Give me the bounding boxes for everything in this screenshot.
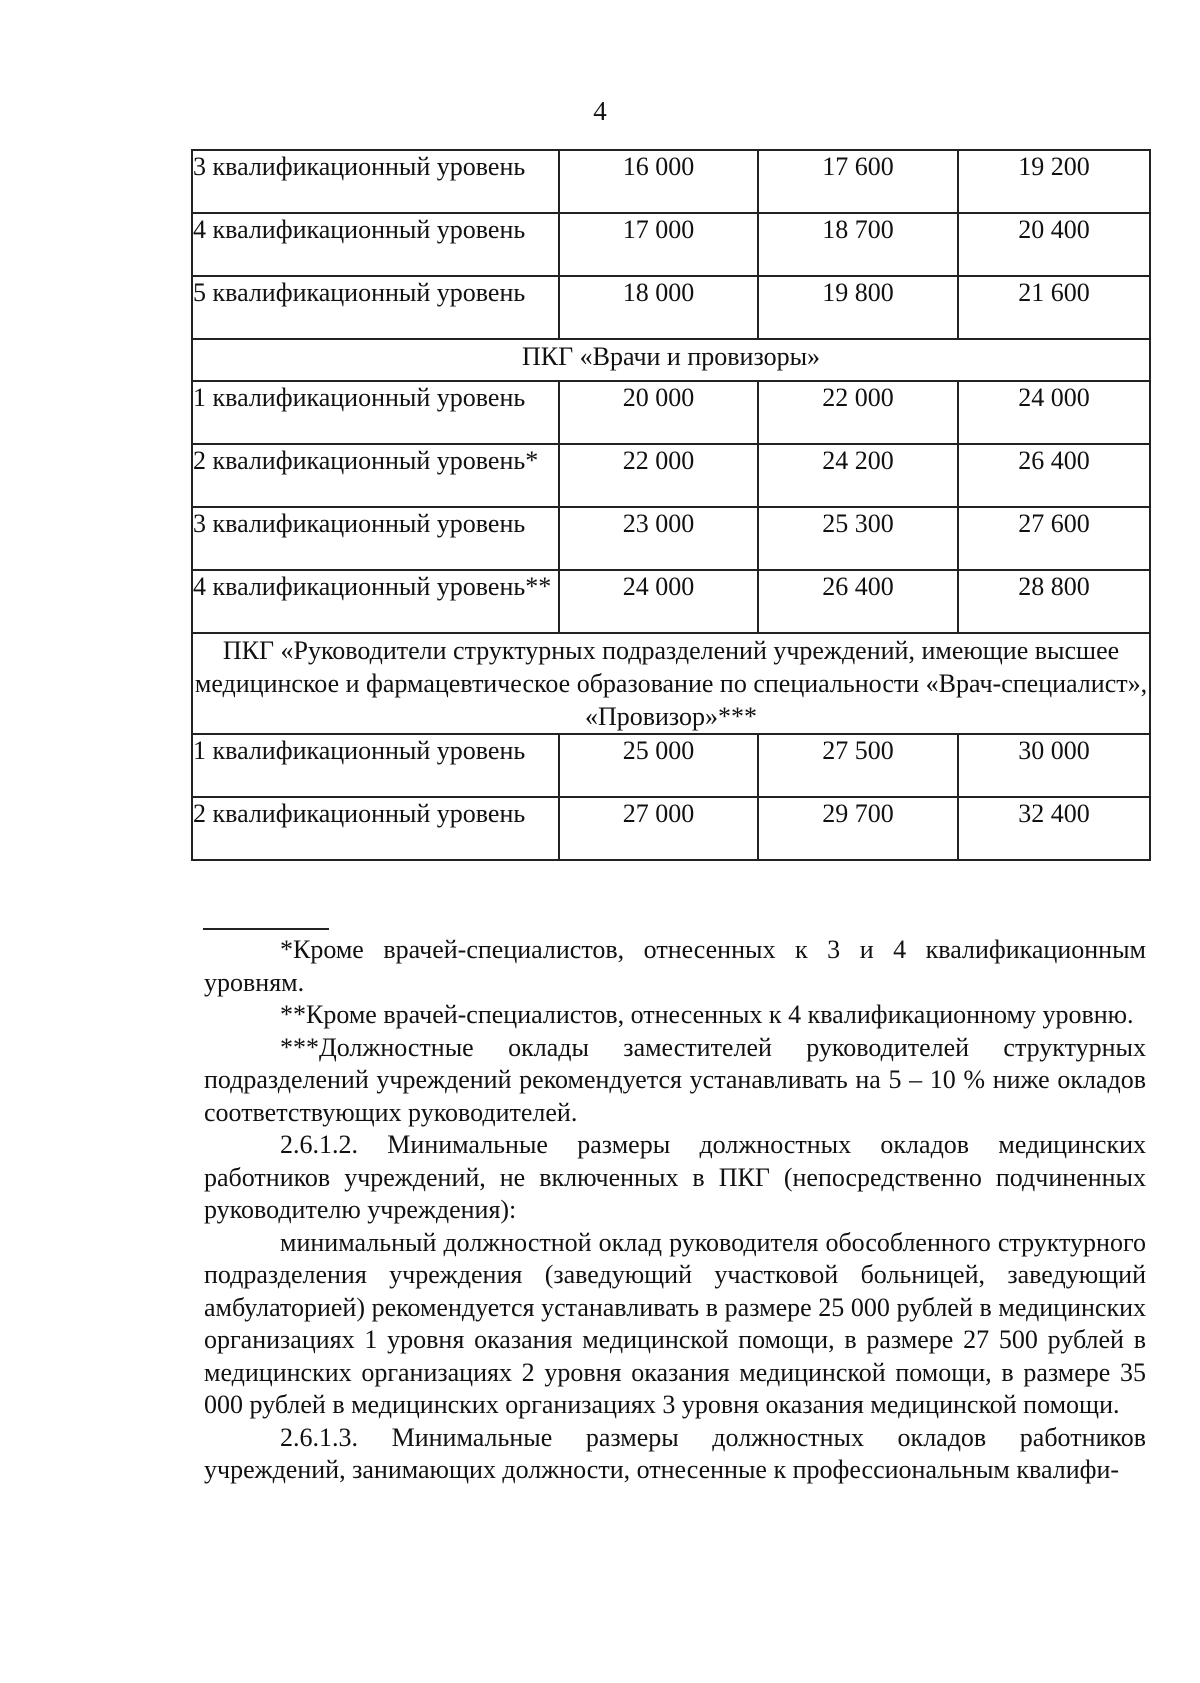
group-header-row [192, 633, 1150, 734]
table-row [192, 570, 1150, 633]
salary-value: 18 700 [758, 213, 958, 276]
group-header-row [192, 339, 1150, 381]
row-label: 3 квалификационный уровень [192, 150, 559, 213]
salary-value: 24 000 [958, 381, 1150, 444]
paragraph-minimal-salary-head: минимальный должностной оклад руководителя обособленного структурного подразделения учреждения (заведующий участковой больницей, заведующий амбулаторией) рекомендуется устанавливать в размере 25 000 рублей в медицинских организациях 1 уровня оказания медицинской помощи, в размере 27 500 рублей в медицинских организациях 2 уровня оказания медицинской помощи, в размере 35 000 рублей в медицинских организациях 3 уровня оказания медицинской помощи. [204, 1227, 1146, 1419]
salary-value: 26 400 [758, 570, 958, 633]
row-label: 3 квалификационный уровень [192, 507, 559, 570]
table-row [192, 507, 1150, 570]
salary-value: 22 000 [758, 381, 958, 444]
row-label: 4 квалификационный уровень [192, 213, 559, 276]
salary-value: 18 000 [559, 276, 758, 339]
salary-value: 27 500 [758, 734, 958, 797]
row-label: 1 квалификационный уровень [192, 381, 559, 444]
salary-value: 20 000 [559, 381, 758, 444]
row-label: 4 квалификационный уровень** [192, 570, 559, 633]
body-text [204, 934, 1146, 1487]
table-row [192, 444, 1150, 507]
group-title: ПКГ «Врачи и провизоры» [192, 339, 1150, 381]
footnote-divider [203, 928, 329, 930]
table-row [192, 150, 1150, 213]
paragraph-2-6-1-2: 2.6.1.2. Минимальные размеры должностных окладов медицинских работников учреждений, не включенных в ПКГ (непосредственно подчиненных руководителю учреждения): [204, 1130, 1146, 1224]
salary-table [191, 149, 1151, 861]
salary-value: 29 700 [758, 797, 958, 860]
salary-value: 28 800 [958, 570, 1150, 633]
page-number: 4 [593, 96, 607, 126]
footnote-3: ***Должностные оклады заместителей руководителей структурных подразделений учреждений рекомендуется устанавливать на 5 – 10 % ниже окладов соответствующих руководителей. [204, 1032, 1146, 1127]
table-row [192, 381, 1150, 444]
salary-value: 17 600 [758, 150, 958, 213]
salary-value: 26 400 [958, 444, 1150, 507]
salary-value: 16 000 [559, 150, 758, 213]
table-row [192, 276, 1150, 339]
salary-value: 22 000 [559, 444, 758, 507]
salary-value: 17 000 [559, 213, 758, 276]
salary-value: 27 600 [958, 507, 1150, 570]
paragraph-2-6-1-3: 2.6.1.3. Минимальные размеры должностных окладов работников учреждений, занимающих должности, отнесенные к профессиональным квалифи- [204, 1422, 1146, 1484]
salary-value: 30 000 [958, 734, 1150, 797]
row-label: 1 квалификационный уровень [192, 734, 559, 797]
salary-value: 19 800 [758, 276, 958, 339]
row-label: 5 квалификационный уровень [192, 276, 559, 339]
table-row [192, 213, 1150, 276]
salary-value: 27 000 [559, 797, 758, 860]
salary-value: 32 400 [958, 797, 1150, 860]
salary-value: 24 200 [758, 444, 958, 507]
footnote-1: *Кроме врачей-специалистов, отнесенных к 3 и 4 квалификационным уровням. [204, 935, 1146, 997]
salary-value: 25 300 [758, 507, 958, 570]
salary-value: 24 000 [559, 570, 758, 633]
row-label: 2 квалификационный уровень* [192, 444, 559, 507]
group-title: ПКГ «Руководители структурных подразделений учреждений, имеющие высшее медицинское и фармацевтическое образование по специальности «Врач-специалист», «Провизор»*** [192, 633, 1150, 734]
salary-value: 25 000 [559, 734, 758, 797]
table-row [192, 797, 1150, 860]
salary-value: 20 400 [958, 213, 1150, 276]
table-row [192, 734, 1150, 797]
salary-value: 19 200 [958, 150, 1150, 213]
salary-value: 21 600 [958, 276, 1150, 339]
row-label: 2 квалификационный уровень [192, 797, 559, 860]
footnote-2: **Кроме врачей-специалистов, отнесенных к 4 квалификационному уровню. [280, 1000, 1134, 1029]
salary-value: 23 000 [559, 507, 758, 570]
